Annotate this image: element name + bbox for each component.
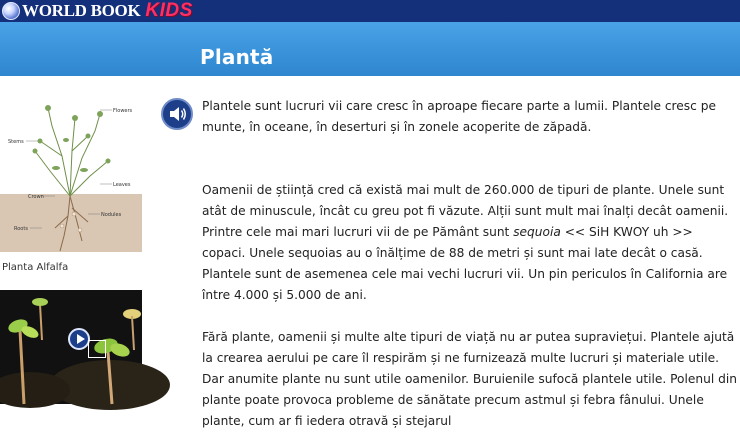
paragraph-2-text-a: Oamenii de știință cred că există mai mult de 260.000 de tipuri de plante. Unele sunt atât de minuscule, încât cu greu pot fi văzute. Alții sunt mult mai înalți decât oamenii. Printre cele mai mari lucruri vii de pe Pământ sunt <box>202 183 729 239</box>
brand-kids: KIDS <box>145 0 193 21</box>
label-flowers: Flowers <box>113 108 133 114</box>
sequoia-term: sequoia <box>513 225 561 239</box>
label-nodules: Nodules <box>101 212 122 218</box>
paragraph-2-text-b: << SiH KWOY uh >> copaci. Unele sequoias au o înălțime de 88 de metri și sunt mai late decât o casă. Plantele sunt de asemenea cele mai vechi lucruri vii. Un pin periculos în California are între 4.000 și 5.000 de ani. <box>202 225 728 302</box>
brand-logo[interactable] <box>0 0 193 22</box>
top-bar <box>0 0 740 22</box>
paragraph-3: Fără plante, oamenii și multe alte tipuri de viață nu ar putea supraviețui. Plantele ajută la crearea aerului pe care îl respirăm și ne furnizează multe lucruri și materiale utile. Dar anumite plante nu sunt utile oamenilor. Buruienile sufocă plantele utile. Polenul din plante poate provoca probleme de sănătate precum astmul și febra fânului. Unele plante, cum ar fi iedera otravă și stejarul <box>202 330 737 428</box>
label-leaves: Leaves <box>113 182 131 188</box>
brand-name: WORLD BOOK <box>22 1 141 20</box>
alfalfa-image[interactable] <box>0 96 142 252</box>
globe-icon <box>2 2 20 20</box>
label-stems: Stems <box>8 139 24 145</box>
label-crown: Crown <box>28 194 44 200</box>
label-roots: Roots <box>14 226 28 232</box>
image-caption: Planta Alfalfa <box>2 262 69 273</box>
paragraph-1: Plantele sunt lucruri vii care cresc în aproape fiecare parte a lumii. Plantele cresc pe munte, în oceane, în deserturi și în zonele acoperite de zăpadă. <box>202 99 716 134</box>
speaker-icon[interactable] <box>161 98 193 130</box>
video-thumbnail[interactable] <box>0 290 142 404</box>
fullscreen-icon[interactable] <box>88 340 106 358</box>
play-icon[interactable] <box>68 328 90 350</box>
page-title: Plantă <box>200 45 274 69</box>
title-bar <box>0 22 740 76</box>
paragraph-2 <box>202 180 738 306</box>
